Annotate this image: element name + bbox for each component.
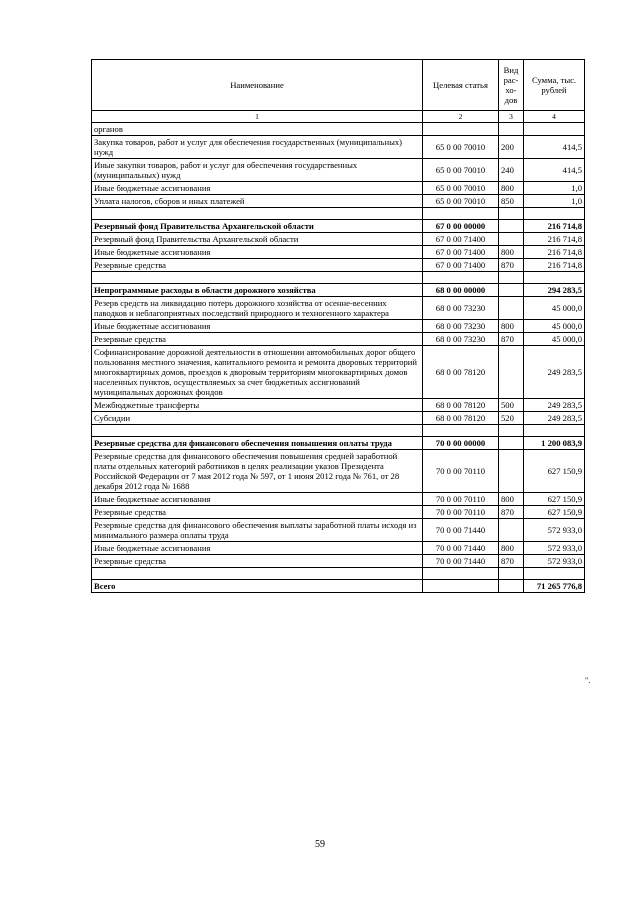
table-row [92,182,585,195]
sum-cell: 216 714,8 [524,233,585,246]
vid-cell: 200 [499,136,524,159]
code-cell: 65 0 00 70010 [423,182,499,195]
vid-cell [499,450,524,493]
empty-cell [92,568,423,580]
code-cell: 65 0 00 70010 [423,195,499,208]
table-row [92,136,585,159]
vid-cell: 870 [499,506,524,519]
name-cell: органов [92,123,423,136]
empty-cell [423,425,499,437]
section-row [92,284,585,297]
code-cell: 67 0 00 00000 [423,220,499,233]
empty-cell [92,425,423,437]
empty-cell [524,272,585,284]
vid-cell: 520 [499,412,524,425]
empty-cell [92,208,423,220]
name-cell: Софинансирование дорожной деятельности в отношении автомобильных дорог общего пользования местного значения, капитального ремонта и ремонта дворовых территорий многоквартирных домов, проездов к дворовым территориям многоквартирных домов населенных пунктов, осуществляемых за счет бюджетных ассигнований муниципальных дорожных фондов [92,346,423,399]
page-number: 59 [315,839,325,850]
code-cell: 70 0 00 71440 [423,542,499,555]
name-cell: Резервные средства [92,333,423,346]
name-cell: Субсидии [92,412,423,425]
sum-cell: 572 933,0 [524,542,585,555]
sum-cell: 249 283,5 [524,399,585,412]
table-row [92,159,585,182]
sum-cell: 627 150,9 [524,506,585,519]
empty-cell [92,272,423,284]
sum-cell: 71 265 776,8 [524,580,585,593]
sum-cell: 414,5 [524,136,585,159]
code-cell: 70 0 00 70110 [423,506,499,519]
table-row [92,346,585,399]
name-cell: Резервные средства для финансового обеспечения повышения оплаты труда [92,437,423,450]
table-row [92,233,585,246]
name-cell: Иные бюджетные ассигнования [92,182,423,195]
table-row [92,246,585,259]
code-cell: 67 0 00 71400 [423,246,499,259]
table-row [92,412,585,425]
vid-cell [499,297,524,320]
sum-cell: 294 283,5 [524,284,585,297]
header-sum: Сумма, тыс. рублей [524,60,585,111]
header-vid: Вид рас-хо-дов [499,60,524,111]
sum-cell: 249 283,5 [524,412,585,425]
code-cell: 68 0 00 78120 [423,399,499,412]
section-row [92,437,585,450]
code-cell: 70 0 00 00000 [423,437,499,450]
vid-cell: 850 [499,195,524,208]
code-cell: 68 0 00 73230 [423,320,499,333]
name-cell: Иные бюджетные ассигнования [92,493,423,506]
vid-cell [499,220,524,233]
vid-cell: 800 [499,493,524,506]
vid-cell [499,437,524,450]
empty-cell [499,425,524,437]
sum-cell: 45 000,0 [524,333,585,346]
code-cell: 67 0 00 71400 [423,259,499,272]
col-number: 2 [423,111,499,123]
sum-cell: 45 000,0 [524,320,585,333]
name-cell: Иные бюджетные ассигнования [92,246,423,259]
table-row [92,399,585,412]
vid-cell: 870 [499,259,524,272]
name-cell: Иные закупки товаров, работ и услуг для обеспечения государственных (муниципальных) нужд [92,159,423,182]
vid-cell: 800 [499,542,524,555]
name-cell: Резерв средств на ликвидацию потерь дорожного хозяйства от осенне-весенних паводков и неблагоприятных последствий природного и техногенного характера [92,297,423,320]
name-cell: Иные бюджетные ассигнования [92,320,423,333]
sum-cell: 627 150,9 [524,450,585,493]
empty-cell [423,208,499,220]
vid-cell: 800 [499,320,524,333]
code-cell: 70 0 00 71440 [423,555,499,568]
code-cell [423,123,499,136]
sum-cell: 1,0 [524,195,585,208]
sum-cell: 627 150,9 [524,493,585,506]
code-cell: 68 0 00 00000 [423,284,499,297]
code-cell [423,580,499,593]
code-cell: 68 0 00 73230 [423,333,499,346]
empty-cell [499,272,524,284]
vid-cell: 800 [499,246,524,259]
sum-cell: 216 714,8 [524,246,585,259]
name-cell: Резервные средства для финансового обеспечения выплаты заработной платы исходя из минимального размера оплаты труда [92,519,423,542]
section-row [92,580,585,593]
sum-cell [524,123,585,136]
sum-cell: 249 283,5 [524,346,585,399]
spacer-row [92,568,585,580]
table-row [92,320,585,333]
code-cell: 67 0 00 71400 [423,233,499,246]
name-cell: Резервный фонд Правительства Архангельской области [92,233,423,246]
vid-cell: 870 [499,333,524,346]
empty-cell [423,568,499,580]
empty-cell [524,568,585,580]
table-row [92,450,585,493]
vid-cell: 870 [499,555,524,568]
code-cell: 65 0 00 70010 [423,159,499,182]
closing-quote: ". [585,676,591,685]
sum-cell: 414,5 [524,159,585,182]
sum-cell: 572 933,0 [524,555,585,568]
table-row [92,297,585,320]
name-cell: Резервные средства [92,259,423,272]
sum-cell: 572 933,0 [524,519,585,542]
empty-cell [524,425,585,437]
code-cell: 68 0 00 78120 [423,412,499,425]
name-cell: Резервные средства [92,555,423,568]
table-row [92,506,585,519]
table-row [92,333,585,346]
vid-cell: 240 [499,159,524,182]
name-cell: Всего [92,580,423,593]
table-row [92,123,585,136]
code-cell: 65 0 00 70010 [423,136,499,159]
vid-cell [499,233,524,246]
col-number: 1 [92,111,423,123]
table-body [92,123,585,593]
spacer-row [92,208,585,220]
header-name: Наименование [92,60,423,111]
table-row [92,259,585,272]
table-row [92,542,585,555]
vid-cell [499,346,524,399]
code-cell: 70 0 00 70110 [423,493,499,506]
code-cell: 70 0 00 70110 [423,450,499,493]
col-number: 3 [499,111,524,123]
sum-cell: 216 714,8 [524,259,585,272]
col-number: 4 [524,111,585,123]
name-cell: Иные бюджетные ассигнования [92,542,423,555]
sum-cell: 1,0 [524,182,585,195]
empty-cell [524,208,585,220]
empty-cell [423,272,499,284]
code-cell: 70 0 00 71440 [423,519,499,542]
sum-cell: 216 714,8 [524,220,585,233]
name-cell: Резервный фонд Правительства Архангельской области [92,220,423,233]
empty-cell [499,568,524,580]
name-cell: Закупка товаров, работ и услуг для обеспечения государственных (муниципальных) нужд [92,136,423,159]
header-code: Целевая статья [423,60,499,111]
name-cell: Резервные средства для финансового обеспечения повышения средней заработной платы отдельных категорий работников в целях реализации указов Президента Российской Федерации от 7 мая 2012 года № 597, от 1 июня 2012 года № 761, от 28 декабря 2012 года № 1688 [92,450,423,493]
code-cell: 68 0 00 73230 [423,297,499,320]
table-row [92,519,585,542]
table-row [92,195,585,208]
section-row [92,220,585,233]
name-cell: Уплата налогов, сборов и иных платежей [92,195,423,208]
table-row [92,555,585,568]
table-header [92,60,585,123]
sum-cell: 45 000,0 [524,297,585,320]
name-cell: Межбюджетные трансферты [92,399,423,412]
vid-cell [499,580,524,593]
table-row [92,493,585,506]
name-cell: Резервные средства [92,506,423,519]
vid-cell [499,519,524,542]
spacer-row [92,425,585,437]
vid-cell [499,123,524,136]
name-cell: Непрограммные расходы в области дорожного хозяйства [92,284,423,297]
vid-cell [499,284,524,297]
budget-table [91,59,585,593]
vid-cell: 800 [499,182,524,195]
sum-cell: 1 200 083,9 [524,437,585,450]
vid-cell: 500 [499,399,524,412]
empty-cell [499,208,524,220]
code-cell: 68 0 00 78120 [423,346,499,399]
spacer-row [92,272,585,284]
